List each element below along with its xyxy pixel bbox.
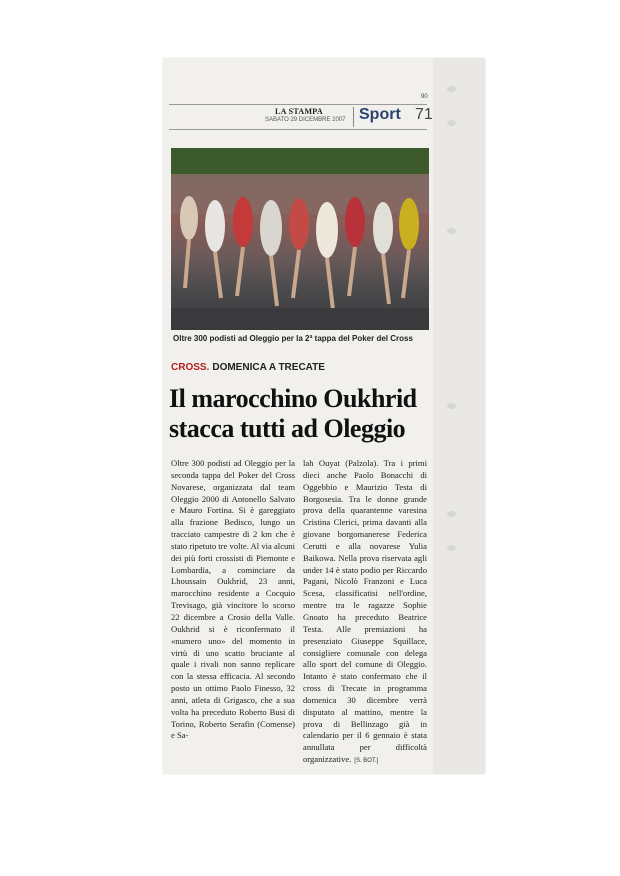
binder-hole: [447, 545, 456, 551]
masthead: [169, 104, 433, 130]
runners-illustration: [171, 148, 429, 330]
kicker-section: CROSS.: [171, 362, 210, 373]
article-column-2: [303, 458, 427, 768]
binder-hole: [447, 86, 456, 92]
binder-hole: [447, 511, 456, 517]
trees-background: [171, 148, 429, 174]
headline-line-2: stacca tutti ad Oleggio: [169, 414, 406, 443]
column-2-text: lah Ouyat (Palzola). Tra i primi dieci anche Paolo Bonacchi di Oggebbio e Maurizio Testa di Borgosesia. Tra le donne grande prova della quarantenne varesina Cristina Clerici, prima davanti alla giovane borgomanerese Federica Cerutti e alla novarese Yulia Baikowa. Nella prova riservata agli under 14 è stato podio per Riccardo Pagani, Nicolò Franzoni e Luca Scesa, classificatisi nell'ordine, mentre tra le ragazze Sophie Gnoato ha preceduto Beatrice Testa. Alle premiazioni ha presenziato Giuseppe Squillace, consigliere comunale con delega allo sport del comune di Oleggio. Intanto è stato confermato che il cross di Trecate in programma domenica 30 dicembre verrà disputato al mattino, mentre la prova di Bellinzago già in calendario per il 6 gennaio è stata annullata per difficoltà organizzative.: [303, 458, 427, 765]
clipping-fold: [433, 58, 485, 774]
binder-hole: [447, 228, 456, 234]
page-number: 71: [415, 106, 433, 123]
race-photo: [171, 148, 429, 330]
paper-date: SABATO 29 DICEMBRE 2007: [265, 117, 346, 123]
runners-group: [180, 196, 419, 258]
masthead-divider: [353, 107, 354, 127]
binder-hole: [447, 120, 456, 126]
photo-caption: Oltre 300 podisti ad Oleggio per la 2ª tappa del Poker del Cross: [173, 334, 413, 343]
article-headline: [169, 384, 431, 444]
byline: [S. BOT.]: [354, 758, 379, 765]
binder-hole: [447, 403, 456, 409]
road: [171, 308, 429, 330]
runners-legs: [185, 240, 409, 310]
article-column-1: [171, 458, 295, 742]
newspaper-clipping: [163, 58, 485, 774]
column-1-text: Oltre 300 podisti ad Oleggio per la seconda tappa del Poker del Cross Novarese, organizzata dal team Oleggio 2000 di Antonello Salvato e Mauro Fortina. Si è gareggiato alla frazione Bedisco, lungo un tracciato campestre di 2 km che è stato ripetuto tre volte. Al via alcuni dei più forti crossisti di Piemonte e Lombardia, a cominciare da Lhoussain Oukhrid, 23 anni, marocchino residente a Cocquio Trevisago, già vincitore lo scorso 22 dicembre a Crosio della Valle. Oukhrid si è riconfermato il «numero uno» del momento in virtù di uno scatto bruciante al quale i rivali non sanno replicare con la stessa efficacia. Al secondo posto un ottimo Paolo Finesso, 32 anni, atleta di Grigasco, che a sua volta ha preceduto Roberto Busi di Torino, Roberto Serafin (Comense) e Sa-: [171, 458, 295, 741]
headline-line-1: Il marocchino Oukhrid: [169, 384, 417, 413]
small-page-number: 90: [421, 94, 428, 100]
article-kicker: [171, 362, 325, 373]
paper-name: LA STAMPA: [275, 107, 323, 116]
kicker-text: DOMENICA A TRECATE: [212, 362, 325, 373]
section-title: Sport: [359, 106, 401, 123]
